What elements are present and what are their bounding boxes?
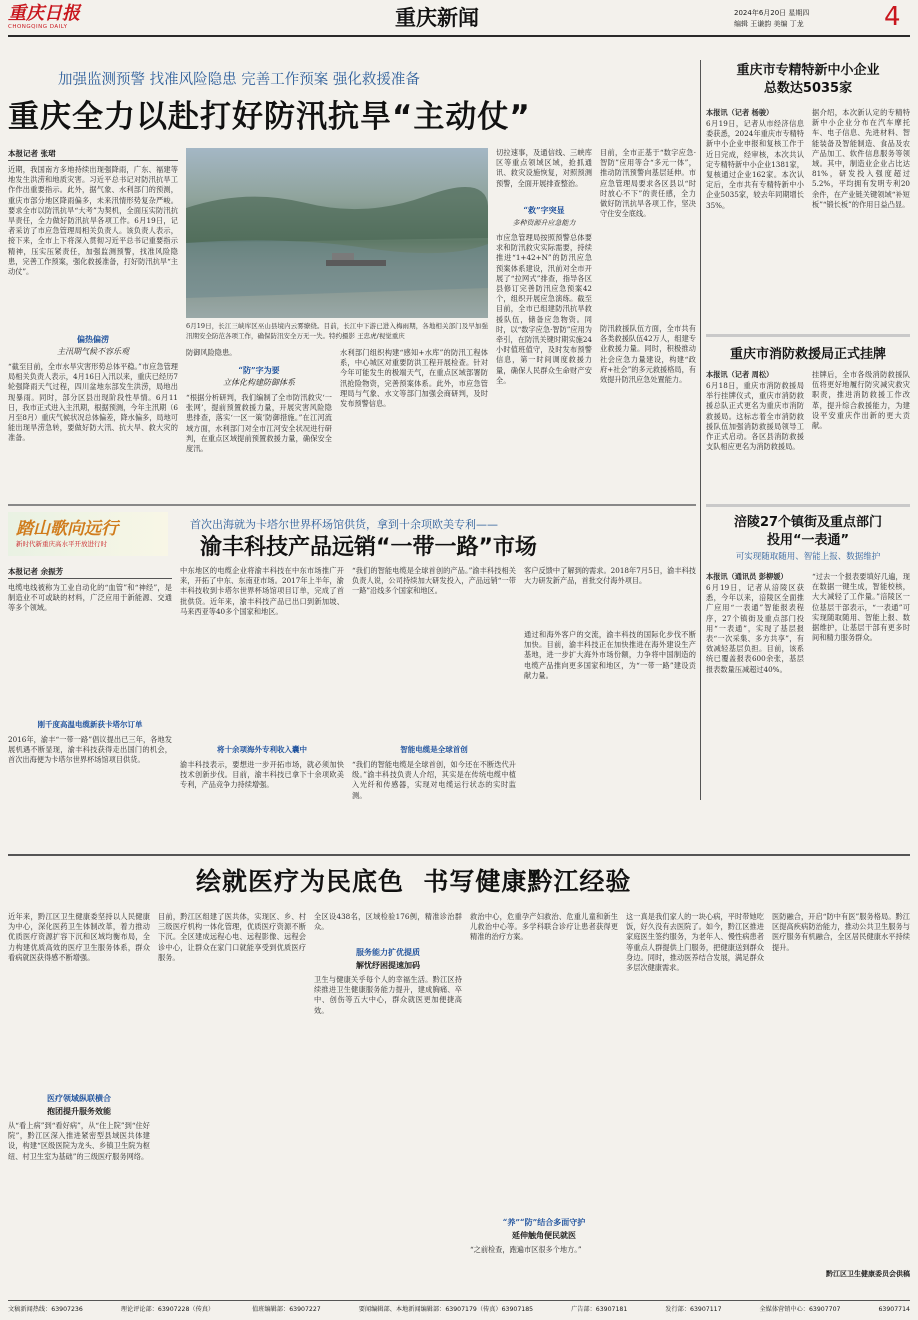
- feature-col4b-text: 通过和海外客户的交流，渝丰科技的国际化步伐不断加快。目前，渝丰科技正在加快推进在海外建设生产基地，进一步扩大海外市场份额，力争将中国制造的电缆产品推向更多国家和地区，为“一带一路”建设贡献力量。: [524, 630, 696, 680]
- feature-col2b-text: 渝丰科技表示，要想进一步开拓市场，就必须加快技术创新步伐。目前，渝丰科技已拿下十余项欧美专利，产品竞争力持续增强。: [180, 760, 344, 790]
- issue-date: 2024年6月20日 星期四: [734, 9, 810, 17]
- feature-col2-text: 中东地区的电缆企业将渝丰科技在中东市场推广开来，开拓了中东、东南亚市场。2017年上半年，渝丰科技收到卡塔尔世界杯场馆项目订单，完成了首批供货。近年来，渝丰科技产品已出口到新加坡、马来西亚等40多个国家和地区。: [180, 566, 344, 616]
- lead-column-3: [186, 348, 332, 501]
- masthead: [0, 0, 918, 40]
- logo-en: CHONGQING DAILY: [8, 24, 68, 30]
- lead-col3-text: 防御风险隐患。: [186, 348, 237, 357]
- lead-byline: 本报记者 张珺: [8, 148, 178, 161]
- bottom-col3b-text: 卫生与健康关乎每个人的幸福生活。黔江区持续推进卫生健康服务能力提升，建成胸痛、卒中、创伤等五大中心，群众就医更加便捷高效。: [314, 975, 462, 1015]
- brief-fire: [706, 346, 910, 452]
- lead-photo: [186, 148, 488, 318]
- footer-rule: [8, 1300, 910, 1301]
- feature-subhead-1: 刚千度高温电缆新获卡塔尔订单: [37, 720, 143, 729]
- bottom-subhead-4b: 延伸触角便民就医: [512, 1230, 576, 1240]
- issue-editors: 编辑 王谦韵 美编 丁龙: [734, 20, 804, 28]
- brief-fuling-byline: 本报讯（通讯员 彭柳媛）: [706, 572, 788, 581]
- feature-banner-subtitle: 新时代新重庆高水平开放进行时: [16, 540, 107, 548]
- feature-article: [8, 566, 696, 848]
- lead-column-1: [8, 148, 178, 502]
- lead-kicker: 加强监测预警 找准风险隐患 完善工作预案 强化救援准备: [58, 72, 420, 88]
- feature-col3b-text: “我们的智能电缆是全球首创，如今还在不断迭代升级。”渝丰科技负责人介绍，其实是在传统电缆中植入光纤和传感器，实现对电缆运行状态的实时监测。: [352, 760, 516, 800]
- lead-col1b-text: “截至目前，全市水旱灾害形势总体平稳。”市应急管理局相关负责人表示，4月16日入汛以来，重庆已经历7轮强降雨天气过程，四川盆地东部发生洪涝，局地出现暴雨。同时，部分区县出现阶段性旱情。6月11日，我市正式进入主汛期，根据预测，今年主汛期（6月至8月）重庆气候状况总体偏差，降水偏多，局地可能出现旱涝急转，要做好防大汛、抗大旱、救大灾的准备。: [8, 362, 178, 443]
- brief-fire-col1: [706, 370, 804, 501]
- footer-marketing: 全媒体营销中心：63907707: [759, 1306, 841, 1313]
- footer: [8, 1303, 910, 1317]
- bottom-headline: 绘就医疗为民底色 书写健康黔江经验: [196, 867, 632, 896]
- brief-fuling-deck: 可实现随取随用、智能上报、数据维护: [735, 552, 881, 562]
- page-number: 4: [884, 2, 901, 32]
- brief-fire-col2-text: 挂牌后，全市各级消防救援队伍将更好地履行防灾减灾救灾职责，推进消防救援工作改革，提升综合救援能力，为建设平安重庆作出新的更大贡献。: [812, 370, 910, 431]
- brief-fire-headline: 重庆市消防救援局正式挂牌: [729, 347, 886, 362]
- lead-subhead-3: “防”字为要: [238, 365, 280, 375]
- lead-column-5: [600, 148, 696, 494]
- bottom-col4b-text: “之前检查，跑遍市区很多个地方。”: [470, 1245, 582, 1254]
- bottom-col1b-text: 从“看上病”到“看好病”，从“住上院”到“住好院”，黔江区深入推进紧密型县域医共体建设，构建“区级医院为龙头、乡镇卫生院为枢纽、村卫生室为基础”的三级医疗服务网络。: [8, 1121, 150, 1161]
- feature-byline: 本报记者 余振芳: [8, 566, 172, 579]
- bottom-col6-text: 医防融合，开启“防中有医”服务格局。黔江区提高疾病防治能力，推动公共卫生服务与医疗服务有机融合，全区居民健康水平持续提升。: [772, 912, 910, 952]
- bottom-subhead-3: 服务能力扩优提质: [356, 947, 420, 957]
- lead-subhead-2: “救”字突显: [523, 205, 565, 215]
- feature-column-1: [8, 566, 172, 835]
- feature-col4-text: 客户反馈中了解到的需求。2018年7月5日，渝丰科技大力研发新产品，首批交付海外项目。: [524, 566, 696, 586]
- footer-ads: 广告部：63907181: [571, 1306, 628, 1313]
- footer-hotline: 文稿新闻热线：63907236: [8, 1306, 83, 1313]
- bottom-column-4: [470, 912, 618, 1269]
- brief-smes-headline-2: 总数达5035家: [763, 81, 853, 96]
- lead-headline: 重庆全力以赴打好防汛抗旱“主动仗”: [8, 99, 531, 135]
- bottom-column-6: [772, 912, 910, 1280]
- lead-col1-text: 近期，我国南方多地持续出现强降雨，广东、福建等地发生洪涝和地质灾害。习近平总书记对防汛抗旱工作作出重要指示。此外，据气象、水利部门的预测，重庆市部分地区降雨偏多，未来汛情形势复杂严峻。要求全市以防汛抗旱“大考”为契机，全面压实防汛抗旱责任，全力做好防汛抗旱各项工作。6月19日，记者采访了市应急管理局相关负责人。该负责人表示，接下来，全市上下将深入贯彻习近平总书记重要指示精神，压实压紧责任，加强监测预警，找准风险隐患，完善工作预案，强化救援准备，打好防汛抗旱“主动仗”。: [8, 165, 178, 277]
- section-title: 重庆新闻: [395, 5, 479, 30]
- feature-col1-text: 电缆电线被称为工业自动化的“血管”和“神经”，是制造业不可或缺的材料，广泛应用于新能源、交通等多个领域。: [8, 583, 172, 613]
- feature-column-3: [352, 566, 516, 840]
- brief-smes-byline: 本报讯（记者 杨骏）: [706, 108, 774, 117]
- lead-col5-text: 目前，全市正基于“数字应急·智防”应用等合“多元一体”，推动防汛预警向基层延伸。市应急管理局要求各区县以“时时放心不下”的责任感，全力做好防汛抗旱各项工作，坚决守住安全底线。: [600, 148, 696, 219]
- bottom-col5-text: 这一真是我们家人的一块心病，平时带她吃饭，好久没有去医院了。如今，黔江区推进家庭医生签约服务，为老年人、慢性病患者等重点人群提供上门服务，把健康送到群众身边。同时，推动医养结合发展，满足群众多层次健康需求。: [626, 912, 764, 973]
- bottom-column-3: [314, 912, 462, 1285]
- feature-top-rule: [8, 504, 696, 506]
- feature-column-2: [180, 566, 344, 840]
- brief-smes-col1: [706, 108, 804, 329]
- brief-fuling-col1-text: 6月19日，记者从涪陵区获悉，今年以来，涪陵区全面推广应用“一表通”智能报表程序，27个镇街及重点部门投用“一表通”，实现了基层报表“一次采集、多方共享”，有效减轻基层负担。目前，该系统已覆盖报表600余张，基层报表数量压减超过40%。: [706, 583, 804, 674]
- bottom-col3-text: 全区设438名，区域检验176例，精准诊治群众。: [314, 912, 462, 932]
- feature-column-4: [524, 566, 696, 844]
- brief-separator-1: [706, 334, 910, 337]
- brief-smes-col2-text: 据介绍，本次新认定的专精特新中小企业分布在汽车摩托车、电子信息、先进材料、智能装备及智能制造、食品及农产品加工、软件信息服务等领域。其中，制造业企业占比达81%，研发投入强度超过5.2%，平均拥有发明专利20余件，在产业链关键领域“补短板”“锻长板”的作用日益凸显。: [812, 108, 910, 209]
- bottom-article: [8, 912, 910, 1298]
- footer-distribution: 发行部：63907117: [665, 1306, 722, 1313]
- brief-fire-byline: 本报讯（记者 周松）: [706, 370, 774, 379]
- brief-fuling-col1: [706, 572, 804, 811]
- brief-fire-col1-text: 6月18日，重庆市消防救援局举行挂牌仪式，重庆市消防救援总队正式更名为重庆市消防救援局。这标志着全市消防救援队伍加强消防救援局领导工作正式启动。各区县消防救援支队相应更名为消防救援局。: [706, 381, 804, 452]
- footer-desk: 值班编辑部：63907227: [252, 1306, 321, 1313]
- column-divider: [700, 60, 701, 800]
- lead-col3b-text: “根据分析研判，我们编制了全市防汛救灾‘一张网’，提前预置救援力量，开展灾害风险隐患排查，落实‘一区一策’防御措施。”在江河流域方面，水利部门对全市江河安全状况进行研判，在重点区域提前预置救援力量，确保安全度汛。: [186, 393, 332, 454]
- lead-photo-caption: 6月19日，长江三峡库区巫山县境内云雾缭绕。目前，长江中下游已进入梅雨期，各地相关部门及早加强汛期安全防范各项工作，确保防汛安全万无一失。特约摄影 王忠虎/视觉重庆: [186, 322, 488, 340]
- feature-col1b-text: 2016年，渝丰“一带一路”倡议提出已三年，各地发展机遇不断显现，渝丰科技获得走出国门的机会，首次出海便为卡塔尔世界杯场馆项目供货。: [8, 735, 172, 765]
- lead-article: [8, 148, 696, 500]
- brief-smes-headline-1: 重庆市专精特新中小企业: [736, 63, 880, 78]
- feature-col3-text: “我们的智能电缆是全球首创的产品。”渝丰科技相关负责人说，公司持续加大研发投入，产品远销“一带一路”沿线多个国家和地区。: [352, 566, 516, 596]
- bottom-subhead-4: “养”“防”结合多面守护: [502, 1217, 586, 1227]
- bottom-column-1: [8, 912, 150, 1281]
- feature-headline: 渝丰科技产品远销“一带一路”市场: [200, 535, 537, 560]
- brief-separator-2: [706, 504, 910, 507]
- lead-col2b-text: 市应急管理局按照预警总体要求和防汛救灾实际需要，持续推进“1+42+N”的防汛应急预案体系建设，汛前对全市开展了“拉网式”排查，指导各区县修订完善防汛应急预案42个，组织开展应急演练。截至目前，全市已组建防汛抗旱救援队伍，储备应急物资。同时，以“数字应急·智防”应用为牵引，在防汛关键时期实施24小时值班值守，及时发布预警信息，第一时间调度救援力量，确保人民群众生命财产安全。: [496, 233, 592, 385]
- feature-kicker: 首次出海就为卡塔尔世界杯场馆供货，拿到十余项欧美专利——: [190, 518, 498, 531]
- feature-subhead-3: 智能电缆是全球首创: [400, 745, 468, 754]
- feature-banner: [8, 512, 168, 556]
- lead-subhead-1: 偏热偏涝: [77, 334, 109, 344]
- footer-news-desk: 要闻编辑部、本地新闻编辑部：63907179（传真）63907185: [358, 1306, 534, 1313]
- brief-fuling: [706, 514, 910, 674]
- bottom-subhead-1b: 抱团提升服务效能: [47, 1106, 111, 1116]
- footer-theory: 理论评论部：63907228（传真）: [120, 1306, 215, 1313]
- brief-fuling-headline-2: 投用“一表通”: [766, 533, 850, 548]
- brief-fuling-col2-text: “过去一个报表要填好几遍，现在数据一键生成，智能校核，大大减轻了工作量。”涪陵区一位基层干部表示，“一表通”可实现随取随用、智能上报、数据维护，让基层干部有更多时间和精力服务群众。: [812, 572, 910, 643]
- bottom-col4-text: 救治中心，危重孕产妇救治、危重儿童和新生儿救治中心等。多学科联合诊疗让患者获得更精准的治疗方案。: [470, 912, 618, 942]
- logo: [8, 4, 128, 30]
- bottom-col1-text: 近年来，黔江区卫生健康委坚持以人民健康为中心，深化医药卫生体制改革，着力推动优质医疗资源扩容下沉和区域均衡布局，全力构建优质高效的医疗卫生服务体系，群众看病就医获得感不断增强。: [8, 912, 150, 962]
- feature-banner-title: 踏山歌向远行: [16, 519, 118, 539]
- lead-subhead-2b: 多种资源升应急能力: [512, 219, 576, 227]
- yangtze-river-photo: [186, 148, 488, 318]
- bottom-subhead-3b: 解忧纾困提速加码: [356, 960, 420, 970]
- lead-col2-text: 切拉速事，及通信线、三峡库区等重点领域区域，抢抓通讯、救灾设施恢复，对照预测预警，全面开展排查整治。: [496, 148, 592, 188]
- lead-col5b-text: 防汛救援队伍方面，全市共有各类救援队伍42万人，组建专业救援力量。同时，积极推动社会应急力量建设，构建“政府+社会”的多元救援格局，有效提升防汛应急处置能力。: [600, 324, 696, 385]
- lead-subhead-1b: 主汛期气候不容乐观: [57, 347, 129, 356]
- bottom-signature: 黔江区卫生健康委员会供稿: [826, 1269, 910, 1278]
- lead-subhead-3b: 立体化构建防御体系: [223, 378, 295, 387]
- brief-smes-col1-text: 6月19日，记者从市经济信息委获悉，2024年重庆市专精特新中小企业申报和复核工作于近日完成，经审核，本次共认定专精特新中小企业1381家，复核通过企业162家。本次认定后，全市共有专精特新中小企业5035家，较去年同期增长35%。: [706, 119, 804, 210]
- bottom-top-rule: [8, 854, 910, 856]
- lead-column-2: [496, 148, 592, 481]
- brief-fuling-headline-1: 涪陵27个镇街及重点部门: [733, 515, 883, 530]
- masthead-rule: [8, 35, 910, 37]
- feature-subhead-2: 将十余项海外专利收入囊中: [217, 745, 307, 754]
- brief-smes: [706, 62, 910, 210]
- footer-marketing-2: 63907714: [878, 1306, 910, 1313]
- lead-col4-text: 水利部门组织构建“感知+水库”的防汛工程体系，中心城区对重要防洪工程开展检查。针对今年可能发生的极端天气，在重点区域部署防汛抢险物资，完善预案体系。此外，市应急管理局与气象、水文等部门加强会商研判，及时发布预警信息。: [340, 348, 488, 409]
- logo-text: 重庆日报: [8, 3, 80, 24]
- bottom-subhead-1: 医疗领域纵联横合: [47, 1093, 111, 1103]
- bottom-col2-text: 目前，黔江区组建了医共体，实现区、乡、村三级医疗机构一体化管理，优质医疗资源不断下沉。全区建成远程心电、远程影像、远程会诊中心，让群众在家门口就能享受到优质医疗服务。: [158, 912, 306, 962]
